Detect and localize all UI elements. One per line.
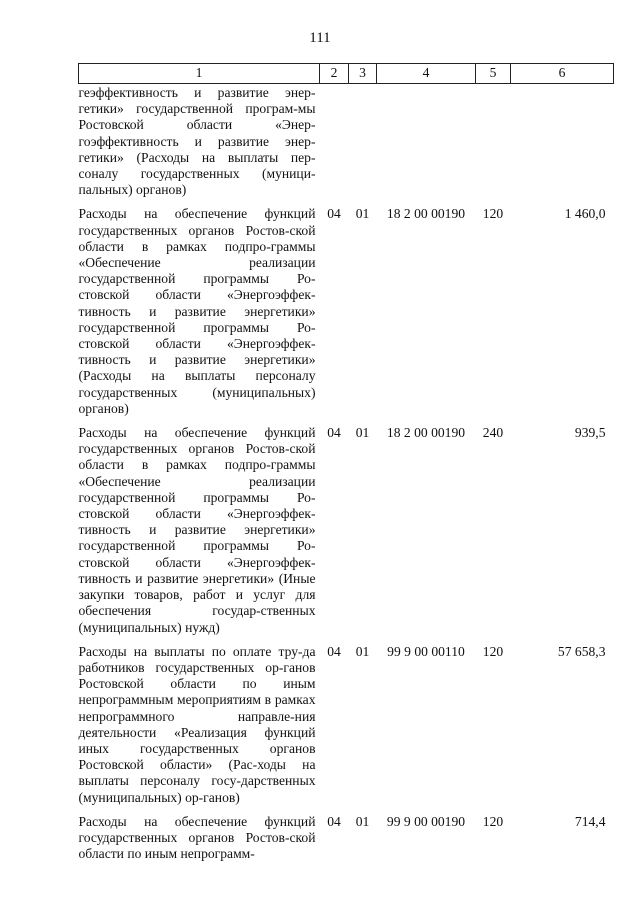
column-header-5: 5 [476,64,511,84]
row-subsection: 01 [355,813,370,829]
table-row [79,84,614,207]
row-description: Расходы на обеспечение функций государственных органов Ростов-ской области в рамках подпро-граммы «Обеспечение реализации государственной программы Ро-стовской области «Энергоэффек-тивность и развитие энергетики» государственной программы Ро-стовской области «Энергоэффек-тивность и развитие энергетики» (Расходы на выплаты персоналу государственных (муниципальных) органов) [78,206,316,416]
row-amount: 57 658,3 [557,643,606,659]
column-header-4: 4 [377,64,476,84]
row-amount: 714,4 [574,813,606,829]
row-target-article: 18 2 00 00190 [386,206,466,222]
column-header-3: 3 [349,64,377,84]
page-number: 111 [309,30,331,46]
column-header-2: 2 [320,64,349,84]
row-section: 04 [327,425,341,441]
row-description: Расходы на обеспечение функций государственных органов Ростов-ской области в рамках подпро-граммы «Обеспечение реализации государственной программы Ро-стовской области «Энергоэффек-тивность и развитие энергетики» государственной программы Ро-стовской области «Энергоэффек-тивность и развитие энергетики» (Иные закупки товаров, работ и услуг для обеспечения государ-ственных (муниципальных) нужд) [78,425,316,635]
row-target-article: 99 9 00 00190 [386,813,466,829]
table-row [79,814,614,871]
row-expense-type: 240 [482,425,504,441]
row-section [320,84,349,207]
header-row [79,64,614,84]
row-section: 04 [327,643,341,659]
row-description: геэффективность и развитие энер-гетики» государственной програм-мы Ростовской области «Энер-гоэффективность и развитие энер-гетики» (Расходы на выплаты пер-соналу государственных (муници-пальных) органов) [78,85,316,198]
column-header-1: 1 [79,64,320,84]
row-amount: 1 460,0 [564,206,606,222]
row-target-article [377,84,476,207]
row-description: Расходы на выплаты по оплате тру-да работников государственных ор-ганов Ростовской области по иным непрограммным мероприятиям в рамках непрограммного направле-ния деятельности «Реализация функций иных государственных органов Ростовской области» (Рас-ходы на выплаты персоналу госу-дарственных (муниципальных) ор-ганов) [78,643,316,805]
row-amount: 939,5 [574,425,606,441]
row-target-article: 18 2 00 00190 [386,425,466,441]
budget-table [78,63,614,870]
table-row [79,425,614,644]
row-subsection: 01 [355,425,370,441]
row-expense-type: 120 [482,206,504,222]
row-section: 04 [327,813,341,829]
table-body [79,84,614,871]
table-row [79,644,614,814]
row-subsection: 01 [355,643,370,659]
row-section: 04 [327,206,341,222]
column-header-6: 6 [511,64,614,84]
row-expense-type: 120 [482,643,504,659]
row-subsection [349,84,377,207]
row-target-article: 99 9 00 00110 [387,643,465,659]
row-expense-type: 120 [482,813,504,829]
row-amount [511,84,614,207]
row-expense-type [476,84,511,207]
table-header [79,64,614,84]
row-subsection: 01 [355,206,370,222]
table-row [79,206,614,425]
row-description: Расходы на обеспечение функций государственных органов Ростов-ской области по иным непрограмм- [78,813,316,862]
